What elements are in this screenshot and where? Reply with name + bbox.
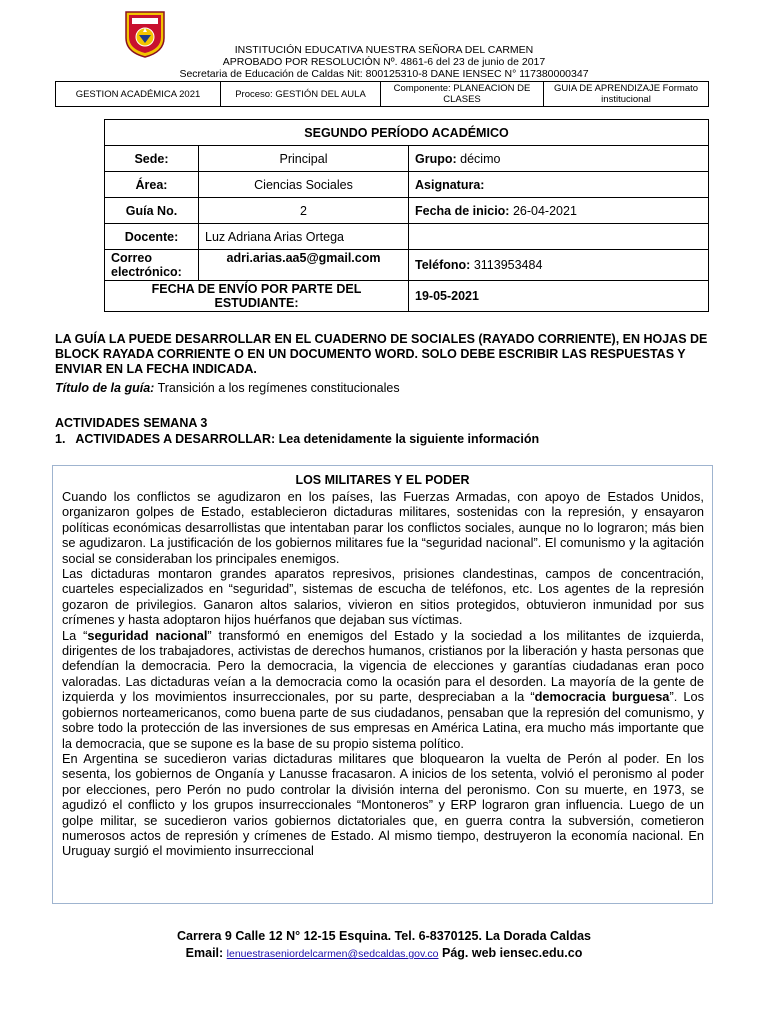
guide-title-value: Transición a los regímenes constitucionales bbox=[157, 381, 400, 395]
grupo-label: Grupo: bbox=[415, 151, 457, 166]
grupo-cell bbox=[409, 146, 709, 172]
p3-text-c: ”. Los gobiernos norteamericanos, como buena parte de sus ciudadanos, pensaban que la represión del comunismo, y sobre todo la protección de las inversiones de sus empresas en América Latina, era mucho más importante que la democracia, que se supone es la base de su propio sistema político. bbox=[62, 689, 704, 751]
guide-title-label: Título de la guía: bbox=[55, 381, 155, 395]
institution-name: INSTITUCIÓN EDUCATIVA NUESTRA SEÑORA DEL CARMEN bbox=[234, 44, 534, 56]
header-table bbox=[55, 81, 709, 107]
header-cell-gestion: GESTION ACADÉMICA 2021 bbox=[56, 82, 221, 107]
reading-paragraph-1: Cuando los conflictos se agudizaron en los países, las Fuerzas Armadas, con apoyo de Estados Unidos, organizaron golpes de Estado, establecieron dictaduras militares, sostenidas con la represión, y ensayaron políticas económicas desarrollistas que intentaban parar los conflictos sociales, aunque no lo lograron; más bien se agudizaron. La justificación de los gobiernos militares fue la “seguridad nacional”. El comunismo y la agitación social se consideraban los principales enemigos. bbox=[62, 489, 704, 566]
asignatura-label: Asignatura: bbox=[409, 172, 709, 198]
activities-heading: ACTIVIDADES SEMANA 3 bbox=[55, 416, 208, 430]
guia-label: Guía No. bbox=[105, 198, 199, 224]
header-cell-guia: GUIA DE APRENDIZAJE Formato institucional bbox=[544, 82, 709, 107]
area-label: Área: bbox=[105, 172, 199, 198]
p3-text-b: ” transformó en enemigos del Estado y la sociedad a los militantes de izquierda, dirigentes de los trabajadores, activistas de derechos humanos, cristianos por la liberación y hasta personas que defendían la democracia. Pero la democracia, la vigencia de elecciones y garantías ciudadanas eran poco valoradas. Las dictaduras veían a la democracia como la ocasión para el desorden. La mayoría de la gente de izquierda y los movimientos insurreccionales, por su parte, despreciaban a la “ bbox=[62, 627, 704, 705]
header-cell-componente: Componente: PLANEACION DE CLASES bbox=[381, 82, 544, 107]
democracia-burguesa-term: democracia burguesa bbox=[534, 689, 670, 705]
secretaria-line: Secretaria de Educación de Caldas Nit: 800125310-8 DANE IENSEC N° 117380000347 bbox=[179, 68, 589, 80]
header-cell-proceso: Proceso: GESTIÓN DEL AULA bbox=[221, 82, 381, 107]
telefono-value: 3113953484 bbox=[473, 258, 543, 272]
reading-body bbox=[62, 489, 704, 859]
fecha-inicio-cell bbox=[409, 198, 709, 224]
fecha-envio-label: FECHA DE ENVÍO POR PARTE DEL ESTUDIANTE: bbox=[105, 281, 409, 312]
info-table bbox=[104, 119, 709, 312]
p3-text-a: La “ bbox=[62, 627, 88, 643]
docente-value: Luz Adriana Arias Ortega bbox=[199, 224, 409, 250]
telefono-label: Teléfono: bbox=[415, 258, 471, 272]
telefono-cell bbox=[409, 250, 709, 281]
sede-label: Sede: bbox=[105, 146, 199, 172]
reading-paragraph-4: En Argentina se sucedieron varias dictaduras militares que bloquearon la vuelta de Perón al poder. En los sesenta, los gobiernos de Onganía y Lanusse fracasaron. A inicios de los setenta, volvió el peronismo al poder por elecciones, pero Perón no pudo controlar la división interna del peronismo. Con su muerte, en 1973, se agudizó el conflicto y los grupos insurreccionales “Montoneros” y ERP lograron gran influencia. Luego de un golpe militar, se sucedieron varios gobiernos dictatoriales que, en guerra contra la subversión, cometieron numerosos actos de represión y crímenes de Estado. Al mismo tiempo, destruyeron la economía nacional. En Uruguay surgió el movimiento insurreccional bbox=[62, 750, 704, 859]
reading-paragraph-3 bbox=[62, 628, 704, 751]
fecha-inicio-value: 26-04-2021 bbox=[512, 203, 577, 218]
footer-email-label: Email: bbox=[185, 946, 224, 960]
area-value: Ciencias Sociales bbox=[199, 172, 409, 198]
reading-title: LOS MILITARES Y EL PODER bbox=[295, 473, 470, 487]
footer-email-link[interactable]: lenuestraseniordelcarmen@sedcaldas.gov.co bbox=[226, 948, 439, 960]
docente-label: Docente: bbox=[105, 224, 199, 250]
reading-paragraph-2: Las dictaduras montaron grandes aparatos represivos, prisiones clandestinas, campos de concentración, cuarteles especializados en “seguridad”, sistemas de escucha de teléfonos, etc. Los agentes de la represión gozaron de privilegios. Ganaron altos salarios, vivieron en sitios protegidos, obtuvieron inmunidad por sus crímenes y hasta adoptaron hijos huérfanos que dejaban sus víctimas. bbox=[62, 566, 704, 628]
sede-value: Principal bbox=[199, 146, 409, 172]
footer-address: Carrera 9 Calle 12 N° 12-15 Esquina. Tel. 6-8370125. La Dorada Caldas bbox=[176, 929, 591, 943]
footer-web: Pág. web iensec.edu.co bbox=[442, 946, 583, 960]
approval-resolution: APROBADO POR RESOLUCIÓN Nº. 4861-6 del 23 de junio de 2017 bbox=[222, 56, 546, 68]
instructions: LA GUÍA LA PUEDE DESARROLLAR EN EL CUADERNO DE SOCIALES (RAYADO CORRIENTE), EN HOJAS DE BLOCK RAYADA CORRIENTE O EN UN DOCUMENTO WORD. SOLO DEBE ESCRIBIR LAS RESPUESTAS Y ENVIAR EN LA FECHA INDICADA. bbox=[55, 332, 708, 376]
correo-label: Correo electrónico: bbox=[105, 250, 199, 281]
correo-value: adri.arias.aa5@gmail.com bbox=[199, 250, 409, 281]
footer-contact bbox=[0, 946, 768, 960]
fecha-inicio-label: Fecha de inicio: bbox=[415, 203, 510, 218]
seguridad-nacional-term: seguridad nacional bbox=[87, 627, 208, 643]
period-title: SEGUNDO PERÍODO ACADÉMICO bbox=[105, 120, 709, 146]
fecha-envio-value: 19-05-2021 bbox=[409, 281, 709, 312]
guide-title bbox=[55, 381, 715, 396]
guia-value: 2 bbox=[199, 198, 409, 224]
activity-1: 1. ACTIVIDADES A DESARROLLAR: Lea detenidamente la siguiente información bbox=[55, 432, 540, 446]
grupo-value: décimo bbox=[460, 151, 501, 166]
docente-empty-cell bbox=[409, 224, 709, 250]
